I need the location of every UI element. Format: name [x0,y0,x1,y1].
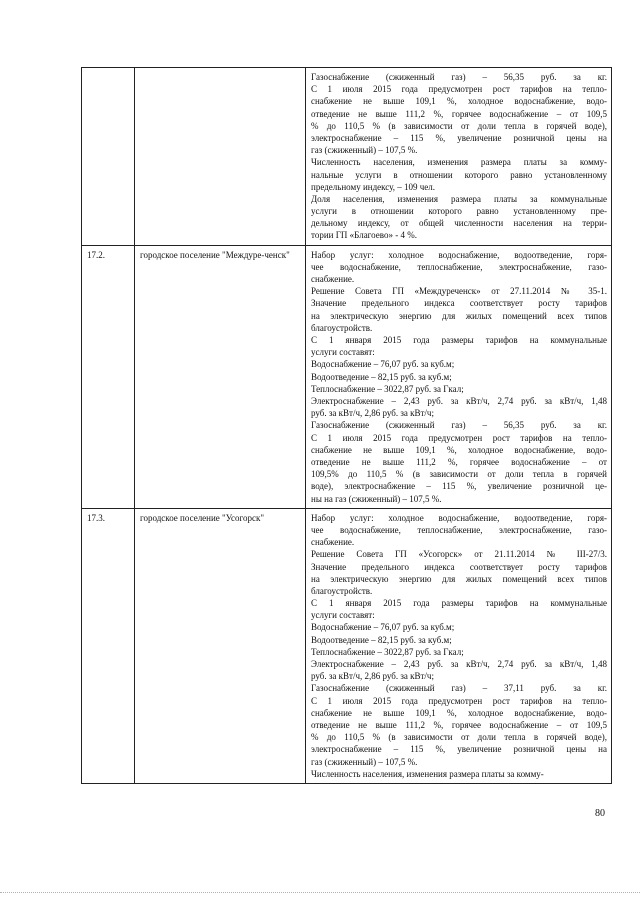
text-line: электроснабжение – 115 %, увеличение розничной цены на [311,744,607,755]
text-line: дельному индексу, от общей численности населения на терри- [311,218,607,229]
table-row [82,68,612,246]
text-line: 109,5% до 110,5 % (в зависимости от доли тепла в горячей [311,469,607,480]
table-body [82,68,612,784]
text-line: Решение Совета ГП «Междуреченск» от 27.11.2014 № 35-1. [311,286,607,297]
tariff-table [81,67,612,784]
text-line: снабжение не выше 109,1 %, холодное водоснабжение, водо- [311,96,607,107]
row-number-cell [82,68,135,246]
text-line: чее водоснабжение, теплоснабжение, электроснабжение, газо- [311,261,607,272]
text-line: Электроснабжение – 2,43 руб. за кВт/ч, 2,74 руб. за кВт/ч, 1,48 [311,659,607,670]
text-line: на электрическую энергию для жилых помещений всех типов [311,573,607,584]
municipality-name-cell [135,68,306,246]
text-line: услуги составят: [311,610,375,621]
text-line: % до 110,5 % (в зависимости от доли тепла в горячей воде), [311,120,607,131]
text-line: снабжение. [311,274,355,285]
text-line: услуги в отношении которого равно установленному пре- [311,206,607,217]
text-line: чее водоснабжение, теплоснабжение, электроснабжение, газо- [311,524,607,535]
tariff-description-cell [306,245,612,508]
text-line: предельному индексу, – 109 чел. [311,181,436,192]
text-line: благоустройств. [311,585,373,596]
text-line: отведение не выше 111,2 %, горячее водоснабжение – от 109,5 [311,720,607,731]
table-row [82,508,612,783]
row-number-cell: 17.3. [82,508,135,783]
table-row [82,245,612,508]
text-line: Водоснабжение – 76,07 руб. за куб.м; [311,622,455,633]
text-line: на электрическую энергию для жилых помещений всех типов [311,310,607,321]
text-line: Значение предельного индекса соответствует росту тарифов [311,561,607,572]
text-line: С 1 января 2015 года размеры тарифов на коммунальные [311,598,607,609]
text-line: Решение Совета ГП «Усогорск» от 21.11.2014 № III-27/3. [311,549,607,560]
page-number: 80 [595,808,605,819]
text-line: С 1 июля 2015 года предусмотрен рост тарифов на тепло- [311,84,607,95]
tariff-description-cell [306,68,612,246]
text-line: отведение не выше 111,2 %, горячее водоснабжение – от [311,456,607,467]
text-line: Газоснабжение (сжиженный газ) – 56,35 руб. за кг. [311,420,607,431]
bottom-divider [0,892,640,894]
text-line: руб. за кВт/ч, 2,86 руб. за кВт/ч; [311,408,434,419]
municipality-name-cell: городское поселение "Усогорск" [135,508,306,783]
text-line: Теплоснабжение – 3022,87 руб. за Гкал; [311,646,464,657]
text-line: руб. за кВт/ч, 2,86 руб. за кВт/ч; [311,671,434,682]
municipality-name-cell: городское поселение "Междуре-ченск" [135,245,306,508]
text-line: тории ГП «Благоево» - 4 %. [311,230,417,241]
text-line: отведение не выше 111,2 %, горячее водоснабжение – от 109,5 [311,108,607,119]
text-line: снабжение. [311,537,355,548]
text-line: Численность населения, изменения размера платы за комму- [311,768,544,779]
text-line: Значение предельного индекса соответствует росту тарифов [311,298,607,309]
text-line: Газоснабжение (сжиженный газ) – 37,11 руб. за кг. [311,683,607,694]
text-line: газ (сжиженный) – 107,5 %. [311,756,418,767]
tariff-description-cell [306,508,612,783]
text-line: Электроснабжение – 2,43 руб. за кВт/ч, 2,74 руб. за кВт/ч, 1,48 [311,396,607,407]
text-line: снабжение не выше 109,1 %, холодное водоснабжение, водо- [311,707,607,718]
text-line: Численность населения, изменения размера платы за комму- [311,157,607,168]
text-line: газ (сжиженный) – 107,5 %. [311,145,418,156]
text-line: Доля населения, изменения размера платы за коммунальные [311,193,607,204]
text-line: благоустройств. [311,322,373,333]
text-line: электроснабжение – 115 %, увеличение розничной цены на [311,132,607,143]
text-line: Водоотведение – 82,15 руб. за куб.м; [311,634,452,645]
text-line: Набор услуг: холодное водоснабжение, водоотведение, горя- [311,249,607,260]
text-line: Теплоснабжение – 3022,87 руб. за Гкал; [311,383,464,394]
text-line: С 1 июля 2015 года предусмотрен рост тарифов на тепло- [311,695,607,706]
text-line: Набор услуг: холодное водоснабжение, водоотведение, горя- [311,512,607,523]
text-line: Водоотведение – 82,15 руб. за куб.м; [311,371,452,382]
text-line: нальные услуги в отношении которого равно установленному [311,169,607,180]
row-number-cell: 17.2. [82,245,135,508]
text-line: снабжение не выше 109,1 %, холодное водоснабжение, водо- [311,444,607,455]
text-line: % до 110,5 % (в зависимости от доли тепла в горячей воде), [311,732,607,743]
text-line: ны на газ (сжиженный) – 107,5 %. [311,493,442,504]
text-line: услуги составят: [311,347,375,358]
text-line: С 1 июля 2015 года предусмотрен рост тарифов на тепло- [311,432,607,443]
text-line: Водоснабжение – 76,07 руб. за куб.м; [311,359,455,370]
text-line: Газоснабжение (сжиженный газ) – 56,35 руб. за кг. [311,72,607,82]
text-line: воде), электроснабжение – 115 %, увеличение розничной це- [311,481,607,492]
text-line: С 1 января 2015 года размеры тарифов на коммунальные [311,335,607,346]
